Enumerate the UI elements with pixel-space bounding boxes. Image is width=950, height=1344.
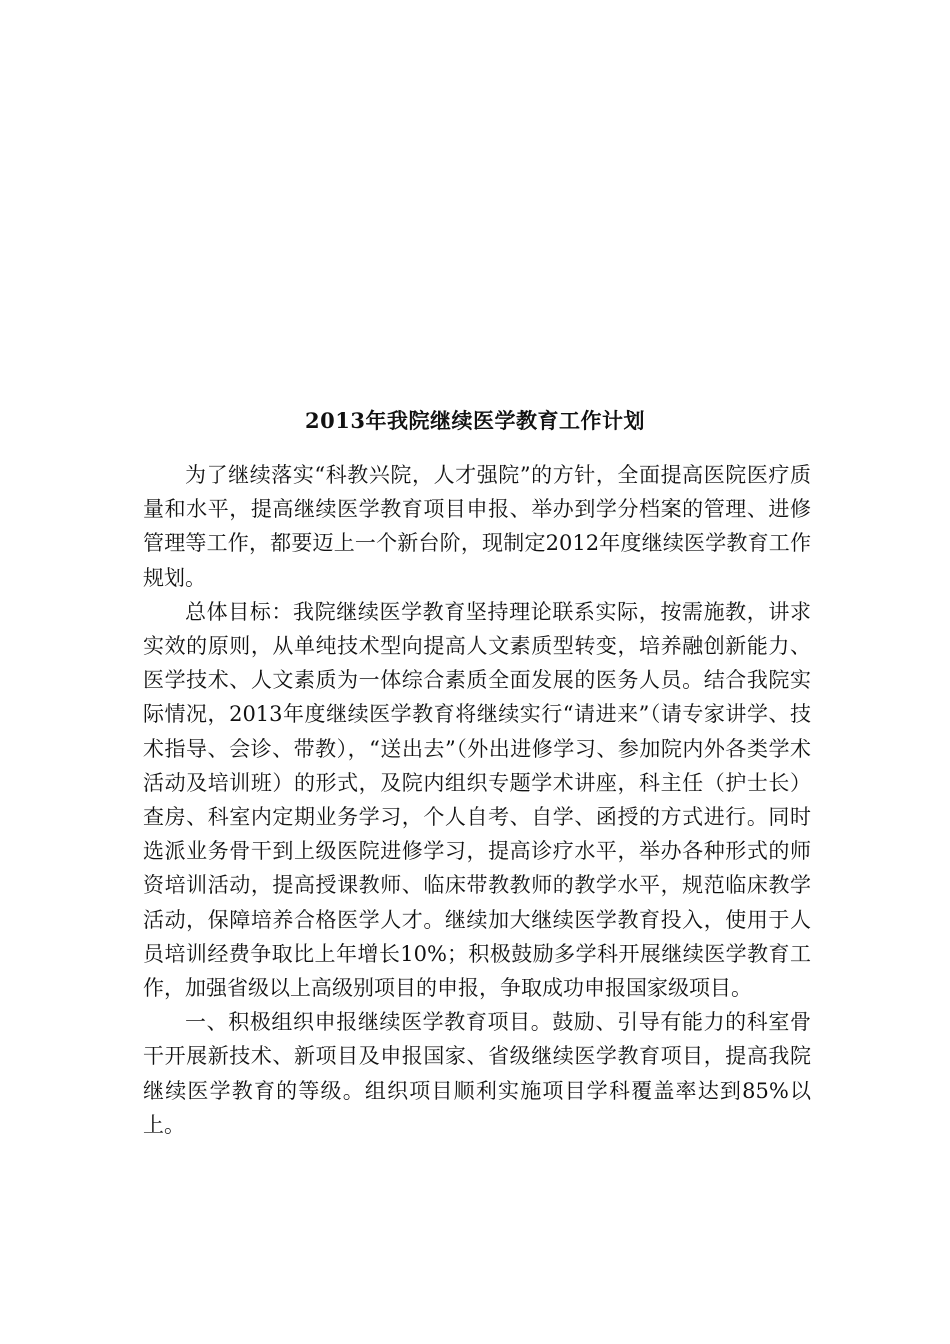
document-title: 2013年我院继续医学教育工作计划 — [305, 408, 645, 433]
paragraph-item-one: 一、积极组织申报继续医学教育项目。鼓励、引导有能力的科室骨干开展新技术、新项目及申报国家、省级继续医学教育项目，提高我院继续医学教育的等级。组织项目顺利实施项目学科覆盖率达到85%以上。 — [143, 1010, 811, 1137]
paragraph-overall-goal: 总体目标：我院继续医学教育坚持理论联系实际，按需施教，讲求实效的原则，从单纯技术型向提高人文素质型转变，培养融创新能力、医学技术、人文素质为一体综合素质全面发展的医务人员。结合我院实际情况，2013年度继续医学教育将继续实行“请进来”（请专家讲学、技术指导、会诊、带教），“送出去”（外出进修学习、参加院内外各类学术活动及培训班）的形式，及院内组织专题学术讲座，科主任（护士长）查房、科室内定期业务学习，个人自考、自学、函授的方式进行。同时选派业务骨干到上级医院进修学习，提高诊疗水平，举办各种形式的师资培训活动，提高授课教师、临床带教教师的教学水平，规范临床教学活动，保障培养合格医学人才。继续加大继续医学教育投入，使用于人员培训经费争取比上年增长10%；积极鼓励多学科开展继续医学教育工作，加强省级以上高级别项目的申报，争取成功申报国家级项目。 — [143, 599, 811, 1001]
paragraph-intro: 为了继续落实“科教兴院，人才强院”的方针，全面提高医院医疗质量和水平，提高继续医学教育项目申报、举办到学分档案的管理、进修管理等工作，都要迈上一个新台阶，现制定2012年度继续医学教育工作规划。 — [143, 463, 811, 590]
document-body — [143, 458, 811, 1142]
